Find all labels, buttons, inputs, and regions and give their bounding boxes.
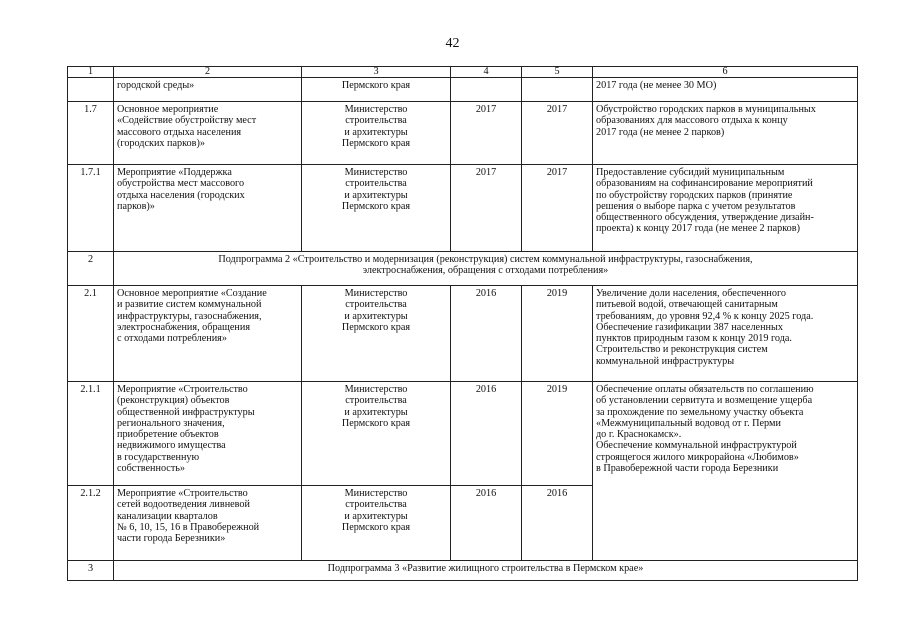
expected-result: 2017 года (не менее 30 МО) bbox=[593, 78, 858, 102]
start-year: 2016 bbox=[451, 486, 522, 561]
expected-result: Предоставление субсидий муниципальным образованиям на софинансирование мероприятий по обустройству городских парков (принятие решения о выборе парка с учетом результатов общественного обсуждения, утверждение дизайн- проекта) к концу 2017 года (не менее 2 парков) bbox=[593, 165, 858, 252]
table-row bbox=[68, 102, 858, 165]
item-number: 2 bbox=[68, 252, 114, 286]
table-row bbox=[68, 78, 858, 102]
item-number: 2.1.1 bbox=[68, 382, 114, 486]
page-number: 42 bbox=[445, 36, 460, 51]
table-row bbox=[68, 165, 858, 252]
subprogram-row bbox=[68, 252, 858, 286]
column-number: 2 bbox=[114, 67, 302, 78]
item-number: 1.7 bbox=[68, 102, 114, 165]
start-year: 2017 bbox=[451, 102, 522, 165]
subprogram-row bbox=[68, 561, 858, 581]
executor: Пермского края bbox=[302, 78, 451, 102]
start-year: 2016 bbox=[451, 382, 522, 486]
item-name: Мероприятие «Строительство (реконструкция) объектов общественной инфраструктуры регионального значения, приобретение объектов недвижимого имущества в государственную собственность» bbox=[114, 382, 302, 486]
item-number bbox=[68, 78, 114, 102]
column-number: 4 bbox=[451, 67, 522, 78]
item-number: 3 bbox=[68, 561, 114, 581]
start-year bbox=[451, 78, 522, 102]
executor: Министерство строительства и архитектуры Пермского края bbox=[302, 486, 451, 561]
column-number: 1 bbox=[68, 67, 114, 78]
end-year: 2019 bbox=[522, 286, 593, 382]
start-year: 2017 bbox=[451, 165, 522, 252]
program-table bbox=[67, 66, 858, 581]
item-name: Мероприятие «Поддержка обустройства мест массового отдыха населения (городских парков)» bbox=[114, 165, 302, 252]
end-year bbox=[522, 78, 593, 102]
executor: Министерство строительства и архитектуры Пермского края bbox=[302, 382, 451, 486]
end-year: 2017 bbox=[522, 165, 593, 252]
column-number-row bbox=[68, 67, 858, 78]
end-year: 2016 bbox=[522, 486, 593, 561]
subprogram-title: Подпрограмма 2 «Строительство и модернизация (реконструкция) систем коммунальной инфраструктуры, газоснабжения, электроснабжения, обращения с отходами потребления» bbox=[114, 252, 858, 286]
column-number: 5 bbox=[522, 67, 593, 78]
item-number: 2.1 bbox=[68, 286, 114, 382]
subprogram-title: Подпрограмма 3 «Развитие жилищного строительства в Пермском крае» bbox=[114, 561, 858, 581]
item-name: городской среды» bbox=[114, 78, 302, 102]
item-name: Основное мероприятие «Создание и развитие систем коммунальной инфраструктуры, газоснабжения, электроснабжения, обращения с отходами потребления» bbox=[114, 286, 302, 382]
item-number: 2.1.2 bbox=[68, 486, 114, 561]
item-name: Мероприятие «Строительство сетей водоотведения ливневой канализации кварталов № 6, 10, 15, 16 в Правобережной части города Березники» bbox=[114, 486, 302, 561]
column-number: 6 bbox=[593, 67, 858, 78]
expected-result: Обустройство городских парков в муниципальных образованиях для массового отдыха к концу 2017 года (не менее 2 парков) bbox=[593, 102, 858, 165]
table-row bbox=[68, 286, 858, 382]
table-row bbox=[68, 382, 858, 486]
start-year: 2016 bbox=[451, 286, 522, 382]
executor: Министерство строительства и архитектуры Пермского края bbox=[302, 165, 451, 252]
item-number: 1.7.1 bbox=[68, 165, 114, 252]
item-name: Основное мероприятие «Содействие обустройству мест массового отдыха населения (городских парков)» bbox=[114, 102, 302, 165]
executor: Министерство строительства и архитектуры Пермского края bbox=[302, 286, 451, 382]
expected-result: Обеспечение оплаты обязательств по соглашению об установлении сервитута и возмещение ущерба за прохождение по земельному участку объекта «Межмуниципальный водовод от г. Перми до г. Краснокамск». Обеспечение коммунальной инфраструктурой строящегося жилого микрорайона «Любимов» в Правобережной части города Березники bbox=[593, 382, 858, 561]
expected-result: Увеличение доли населения, обеспеченного питьевой водой, отвечающей санитарным требованиям, до уровня 92,4 % к концу 2025 года. Обеспечение газификации 387 населенных пунктов природным газом к концу 2019 года. Строительство и реконструкция систем коммунальной инфраструктуры bbox=[593, 286, 858, 382]
end-year: 2017 bbox=[522, 102, 593, 165]
executor: Министерство строительства и архитектуры Пермского края bbox=[302, 102, 451, 165]
column-number: 3 bbox=[302, 67, 451, 78]
end-year: 2019 bbox=[522, 382, 593, 486]
